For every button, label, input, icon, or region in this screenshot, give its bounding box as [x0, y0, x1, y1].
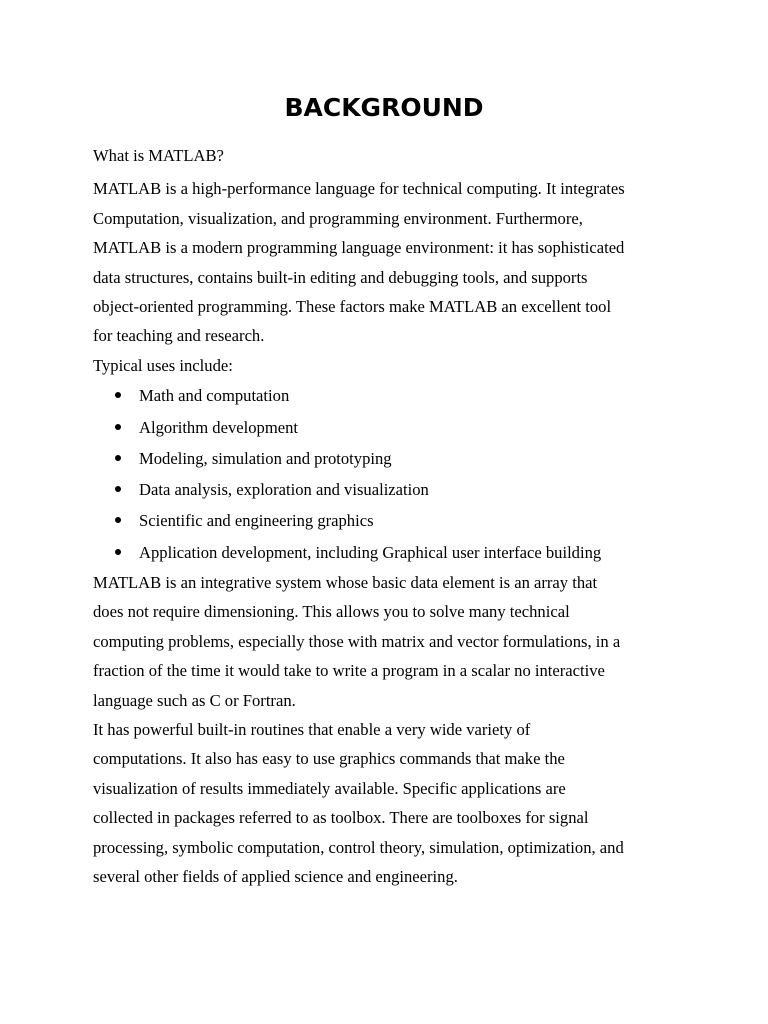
- text-line: processing, symbolic computation, control theory, simulation, optimization, and: [93, 837, 624, 857]
- list-item: [93, 380, 683, 411]
- list-item: [93, 412, 683, 443]
- list-item-text: Algorithm development: [139, 417, 298, 437]
- list-item: [93, 474, 683, 505]
- text-line: collected in packages referred to as toolbox. There are toolboxes for signal: [93, 808, 589, 828]
- list-item-text: Scientific and engineering graphics: [139, 511, 374, 531]
- text-line: visualization of results immediately available. Specific applications are: [93, 778, 566, 798]
- text-line: computing problems, especially those with matrix and vector formulations, in a: [93, 631, 621, 651]
- bullet-icon: [115, 424, 121, 430]
- bullet-icon: [115, 549, 121, 555]
- text-line: language such as C or Fortran.: [93, 690, 296, 710]
- text-line: does not require dimensioning. This allows you to solve many technical: [93, 602, 570, 622]
- intro-paragraph: [93, 174, 683, 350]
- array-paragraph: [93, 568, 683, 715]
- list-item-text: Modeling, simulation and prototyping: [139, 448, 392, 468]
- question-heading: What is MATLAB?: [93, 146, 224, 165]
- text-line: MATLAB is a modern programming language environment: it has sophisticated: [93, 238, 625, 258]
- bullet-icon: [115, 486, 121, 492]
- text-line: for teaching and research.: [93, 326, 265, 346]
- list-item: [93, 505, 683, 536]
- text-line: MATLAB is an integrative system whose basic data element is an array that: [93, 573, 598, 593]
- text-line: object-oriented programming. These factors make MATLAB an excellent tool: [93, 297, 612, 317]
- list-item: [93, 443, 683, 474]
- list-item: [93, 537, 683, 568]
- text-line: data structures, contains built-in editing and debugging tools, and supports: [93, 267, 588, 287]
- uses-heading: Typical uses include:: [93, 355, 233, 375]
- list-item-text: Data analysis, exploration and visualization: [139, 480, 429, 500]
- toolbox-paragraph: [93, 715, 683, 891]
- bullet-icon: [115, 455, 121, 461]
- text-line: MATLAB is a high-performance language for technical computing. It integrates: [93, 179, 625, 199]
- text-line: computations. It also has easy to use graphics commands that make the: [93, 749, 565, 769]
- page-title: BACKGROUND: [284, 93, 484, 122]
- text-line: fraction of the time it would take to write a program in a scalar no interactive: [93, 661, 605, 681]
- list-item-text: Application development, including Graphical user interface building: [139, 542, 602, 562]
- list-item-text: Math and computation: [139, 386, 290, 406]
- bullet-icon: [115, 392, 121, 398]
- bullet-icon: [115, 517, 121, 523]
- uses-list: [93, 380, 683, 568]
- text-line: several other fields of applied science and engineering.: [93, 867, 458, 887]
- text-line: Computation, visualization, and programming environment. Furthermore,: [93, 208, 583, 228]
- text-line: It has powerful built-in routines that enable a very wide variety of: [93, 720, 531, 740]
- document-body: [93, 141, 683, 892]
